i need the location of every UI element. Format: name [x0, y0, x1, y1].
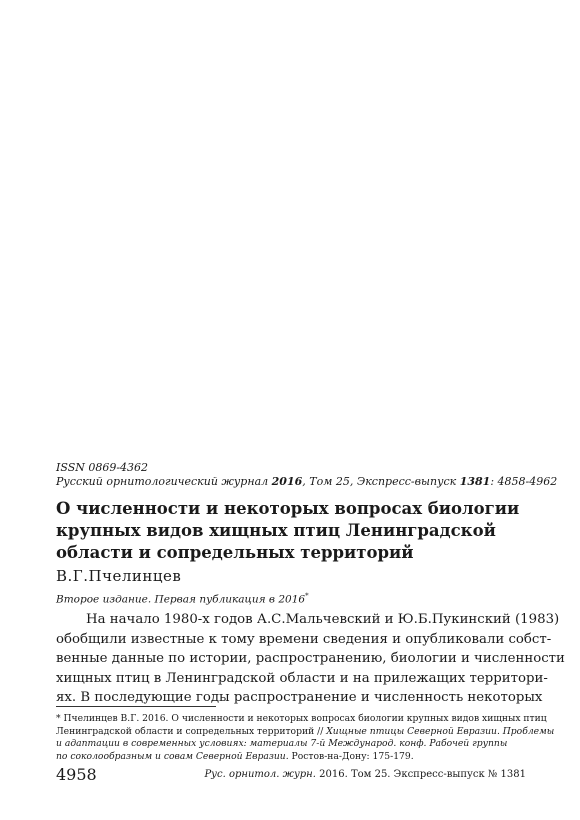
- body-line: хищных птиц в Ленинградской области и на прилежащих территори-: [56, 670, 548, 686]
- journal-citation: [56, 475, 557, 489]
- article-title: О численности и некоторых вопросах биологии крупных видов хищных птиц Ленинградской области и сопредельных территорий: [56, 499, 520, 562]
- page-number: 4958: [56, 765, 97, 784]
- footnote-line: [56, 751, 526, 764]
- journal-volume: , Том 25, Экспресс-выпуск: [302, 475, 460, 488]
- footnote-divider: [56, 706, 216, 707]
- footnote-book-title-cont: и адаптации в современных условиях: материалы 7-й Международ. конф. Рабочей группы: [56, 738, 508, 749]
- footnote-book-title-end: по соколообразным и совам Северной Евразии: [56, 750, 286, 762]
- footnote-line: [56, 738, 526, 751]
- footnote-book-title: Хищные птицы Северной Евразии. Проблемы: [326, 725, 555, 737]
- journal-name: Русский орнитологический журнал: [56, 475, 272, 488]
- footer-issue-info: 2016. Том 25. Экспресс-выпуск № 1381: [315, 769, 526, 780]
- body-line: обобщили известные к тому времени сведения и опубликовали собст-: [56, 631, 552, 647]
- footnote-text: Ленинградской области и сопредельных территорий //: [56, 725, 327, 737]
- footnote-line: * Пчелинцев В.Г. 2016. О численности и некоторых вопросах биологии крупных видов хищных птиц: [56, 713, 547, 724]
- article-body: [56, 610, 565, 708]
- edition-text: Второе издание. Первая публикация в 2016: [56, 593, 306, 606]
- footnote-line: [56, 725, 555, 739]
- body-line: ях. В последующие годы распространение и численность некоторых: [56, 690, 543, 705]
- journal-year: 2016: [271, 475, 303, 488]
- footnote-mark: *: [305, 592, 309, 600]
- article-author: В.Г.Пчелинцев: [56, 567, 182, 585]
- journal-pages: : 4858-4962: [490, 475, 558, 488]
- issn: ISSN 0869-4362: [56, 461, 149, 474]
- running-footer: [204, 768, 526, 782]
- journal-issue: 1381: [459, 475, 491, 488]
- body-line: венные данные по истории, распространению, биологии и численности: [56, 651, 565, 666]
- edition-note: [56, 589, 309, 607]
- footnote: [56, 713, 555, 763]
- body-line: На начало 1980-х годов А.С.Мальчевский и Ю.Б.Пукинский (1983): [86, 612, 560, 627]
- journal-abbreviation: Рус. орнитол. журн.: [204, 769, 316, 780]
- footnote-publisher: . Ростов-на-Дону: 175-179.: [285, 750, 414, 762]
